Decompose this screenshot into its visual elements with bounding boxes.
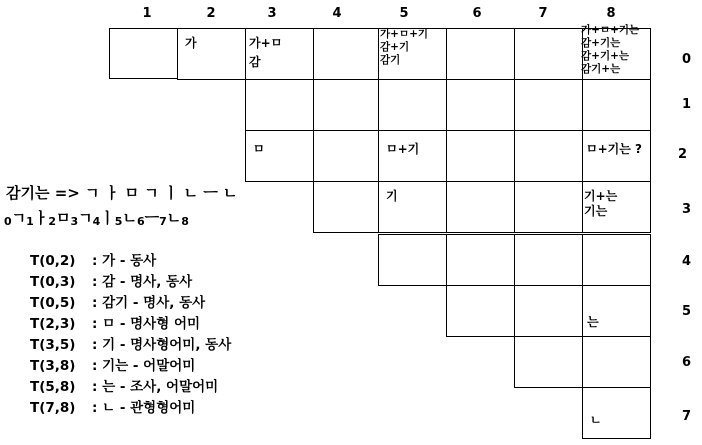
chart-cell-1-7 — [514, 79, 583, 131]
chart-cell-0-4 — [313, 28, 382, 80]
cell-line: ㄴ — [590, 413, 602, 427]
legend-text: : 가 - 동사 — [92, 253, 157, 269]
chart-cell-4-8 — [582, 234, 651, 286]
chart-cell-4-7 — [514, 234, 583, 286]
cell-line: 가+ㅁ+기 — [380, 28, 429, 40]
cell-line: ㅁ+기 — [386, 142, 420, 156]
column-label: 8 — [606, 6, 616, 21]
row-label: 7 — [682, 409, 692, 424]
chart-cell-5-6 — [446, 285, 515, 337]
column-label: 5 — [399, 6, 409, 21]
row-label: 5 — [682, 304, 692, 319]
legend-row — [30, 354, 195, 374]
cell-line: 감+기 — [380, 41, 410, 53]
legend-key: T(0,3) — [30, 274, 76, 290]
column-label: 6 — [472, 6, 482, 21]
segment-index: 4 — [92, 215, 101, 228]
cell-text — [584, 189, 617, 219]
legend-key: T(0,5) — [30, 295, 76, 311]
cell-line: 기 — [386, 189, 398, 203]
segment-jamo: ㅏ — [33, 209, 49, 227]
chart-cell-6-7 — [514, 336, 583, 388]
cell-line: 가+ㅁ+기는 — [581, 24, 640, 36]
row-label: 2 — [678, 147, 688, 162]
cell-line: 기+는 — [584, 189, 618, 203]
row-label: 0 — [682, 52, 692, 67]
chart-cell-4-5 — [378, 234, 447, 286]
cell-line: 감 — [249, 55, 261, 69]
cell-line: 감+기+는 — [581, 50, 630, 62]
cell-line: 감+기는 — [581, 37, 621, 49]
chart-cell-0-1 — [109, 28, 178, 79]
chart-cell-5-7 — [514, 285, 583, 337]
segment-index: 8 — [181, 215, 189, 228]
row-label: 1 — [682, 97, 692, 112]
chart-cell-3-6 — [446, 181, 515, 233]
segment-index: 0 — [4, 215, 12, 228]
segment-jamo: ㄴ — [166, 209, 182, 227]
legend-row — [30, 249, 156, 269]
chart-cell-1-3 — [245, 79, 314, 131]
chart-cell-1-8 — [582, 79, 651, 131]
segment-jamo: ㄴ — [122, 209, 137, 227]
cell-line: 가+ㅁ — [249, 36, 283, 50]
jamo-segmentation — [4, 207, 189, 228]
legend-text: : 는 - 조사, 어말어미 — [92, 379, 219, 395]
segment-index: 1 — [26, 215, 34, 228]
cell-line: ㅁ — [253, 142, 265, 156]
cell-line: 기는 — [584, 204, 608, 218]
legend-text: : ㄴ - 관형형어미 — [92, 400, 196, 416]
segment-index: 5 — [114, 215, 123, 228]
legend-text: : 감 - 명사, 동사 — [92, 274, 193, 290]
segment-index: 6 — [136, 215, 145, 228]
cell-text — [253, 142, 265, 157]
word-decomposition: 감기는 => ㄱ ㅏ ㅁ ㄱ ㅣ ㄴ ㅡ ㄴ — [6, 184, 238, 202]
legend-row — [30, 270, 192, 290]
segment-index: 3 — [70, 215, 79, 228]
cell-text — [380, 28, 428, 67]
segment-jamo: ㄱ — [11, 209, 27, 227]
cell-line: 가 — [185, 36, 197, 50]
cell-line: ㅁ+기는 ? — [586, 142, 642, 156]
cell-text — [581, 24, 639, 76]
cell-text — [249, 36, 282, 70]
segment-jamo: ㅡ — [144, 209, 160, 227]
legend-text: : 감기 - 명사, 동사 — [92, 295, 206, 311]
legend-text: : 기 - 명사형어미, 동사 — [92, 337, 232, 353]
cell-text — [587, 315, 599, 330]
legend-row — [30, 312, 200, 332]
column-label: 4 — [332, 6, 342, 21]
cell-line: 감기 — [380, 54, 401, 66]
legend-row — [30, 333, 231, 353]
chart-cell-2-7 — [514, 130, 583, 182]
chart-cell-4-6 — [446, 234, 515, 286]
segment-index: 2 — [48, 215, 56, 228]
row-label: 4 — [682, 254, 692, 269]
legend-row — [30, 396, 195, 416]
segment-jamo: ㅣ — [100, 209, 115, 227]
chart-cell-3-4 — [313, 181, 382, 233]
legend-key: T(5,8) — [30, 379, 76, 395]
chart-cell-2-4 — [313, 130, 382, 182]
column-label: 7 — [538, 6, 548, 21]
chart-cell-0-6 — [446, 28, 515, 80]
legend-row — [30, 291, 205, 311]
cell-text — [386, 189, 398, 204]
chart-cell-2-6 — [446, 130, 515, 182]
cell-text — [586, 142, 642, 157]
legend-text: : 기는 - 어말어미 — [92, 358, 196, 374]
chart-cell-1-4 — [313, 79, 382, 131]
row-label: 3 — [682, 202, 692, 217]
legend-row — [30, 375, 218, 395]
legend-key: T(0,2) — [30, 253, 76, 269]
cell-line: 감기+는 — [581, 63, 621, 75]
legend-key: T(3,8) — [30, 358, 76, 374]
legend-key: T(3,5) — [30, 337, 76, 353]
chart-cell-6-8 — [582, 336, 651, 388]
cell-line: 는 — [587, 315, 599, 329]
cell-text — [386, 142, 419, 157]
segment-index: 7 — [159, 215, 167, 228]
chart-cell-3-7 — [514, 181, 583, 233]
cell-text — [590, 413, 602, 428]
legend-key: T(2,3) — [30, 316, 76, 332]
column-label: 3 — [267, 6, 277, 21]
chart-cell-1-6 — [446, 79, 515, 131]
segment-jamo: ㄱ — [78, 209, 93, 227]
chart-cell-1-5 — [378, 79, 447, 131]
chart-cell-0-7 — [514, 28, 583, 80]
column-label: 1 — [142, 6, 152, 21]
legend-text: : ㅁ - 명사형 어미 — [92, 316, 201, 332]
column-label: 2 — [206, 6, 216, 21]
cell-text — [185, 36, 197, 51]
legend-key: T(7,8) — [30, 400, 76, 416]
segment-jamo: ㅁ — [55, 209, 71, 227]
row-label: 6 — [682, 355, 692, 370]
